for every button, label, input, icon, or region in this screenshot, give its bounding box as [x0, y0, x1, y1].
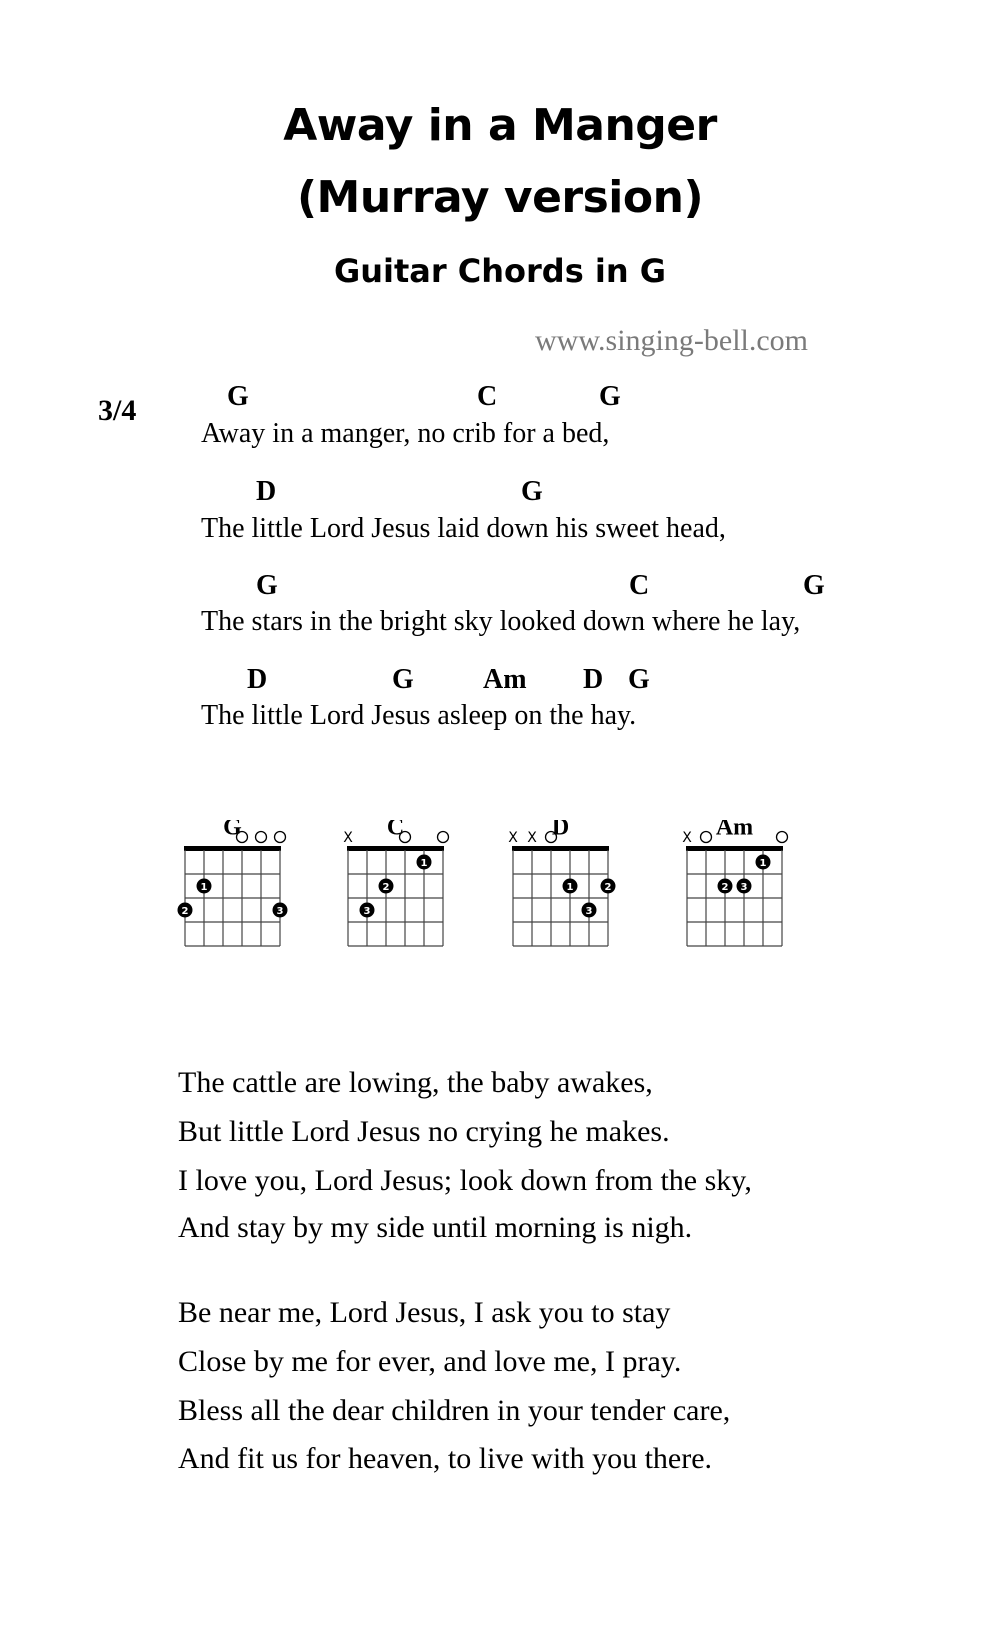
verse-line: Be near me, Lord Jesus, I ask you to stay [178, 1296, 671, 1329]
lyric-line: Away in a manger, no crib for a bed, [201, 418, 610, 449]
verse-line: The cattle are lowing, the baby awakes, [178, 1066, 653, 1099]
muted-string-marker: X [527, 830, 537, 846]
lyric-line: The little Lord Jesus asleep on the hay. [201, 700, 637, 731]
chord-symbol: G [628, 664, 650, 695]
open-string-marker [275, 832, 286, 843]
song-title: Away in a Manger [283, 100, 717, 151]
finger-number: 1 [420, 858, 428, 869]
chord-name: Am [715, 820, 754, 841]
lyric-line: The little Lord Jesus laid down his sweet head, [201, 513, 726, 544]
finger-number: 3 [740, 882, 748, 893]
chord-diagrams [0, 820, 1000, 1000]
finger-number: 2 [382, 882, 390, 893]
verse-line: Bless all the dear children in your tender care, [178, 1394, 731, 1427]
open-string-marker [701, 832, 712, 843]
nut [686, 846, 783, 851]
chord-symbol: G [227, 381, 249, 412]
finger-number: 2 [181, 906, 189, 917]
chord-symbol: D [256, 476, 277, 507]
verse-line: And stay by my side until morning is nigh. [178, 1211, 693, 1244]
open-string-marker [438, 832, 449, 843]
chord-name: D [551, 820, 570, 841]
chord-diagram-g [170, 820, 300, 970]
chord-diagram-am [672, 820, 802, 970]
time-signature: 3/4 [98, 394, 137, 427]
chord-symbol: G [256, 570, 278, 601]
verse-line: Close by me for ever, and love me, I pray. [178, 1345, 682, 1378]
chord-symbol: G [392, 664, 414, 695]
chord-name: C [386, 820, 405, 841]
verse-line: But little Lord Jesus no crying he makes. [178, 1115, 670, 1148]
verse-line: I love you, Lord Jesus; look down from the sky, [178, 1164, 752, 1197]
lyric-line: The stars in the bright sky looked down where he lay, [201, 606, 801, 637]
chord-symbol: D [247, 664, 268, 695]
finger-number: 2 [721, 882, 729, 893]
finger-number: 1 [566, 882, 574, 893]
finger-number: 1 [759, 858, 767, 869]
chord-symbol: C [629, 570, 650, 601]
chord-name: G [223, 820, 242, 841]
finger-number: 3 [276, 906, 284, 917]
song-subtitle: (Murray version) [296, 172, 704, 223]
key-title: Guitar Chords in G [333, 252, 667, 290]
chord-symbol: G [803, 570, 825, 601]
chord-symbol: D [583, 664, 604, 695]
nut [347, 846, 444, 851]
finger-number: 2 [604, 882, 612, 893]
open-string-marker [777, 832, 788, 843]
website-url: www.singing-bell.com [535, 324, 809, 357]
nut [184, 846, 281, 851]
chord-diagram-c [333, 820, 463, 970]
open-string-marker [256, 832, 267, 843]
finger-number: 1 [200, 882, 208, 893]
chord-diagram-d [498, 820, 628, 970]
muted-string-marker: X [682, 830, 692, 846]
chord-symbol: Am [483, 664, 527, 695]
chord-symbol: C [477, 381, 498, 412]
nut [512, 846, 609, 851]
chord-symbol: G [521, 476, 543, 507]
muted-string-marker: X [508, 830, 518, 846]
finger-number: 3 [363, 906, 371, 917]
finger-number: 3 [585, 906, 593, 917]
muted-string-marker: X [343, 830, 353, 846]
verse-line: And fit us for heaven, to live with you there. [178, 1442, 713, 1475]
chord-symbol: G [599, 381, 621, 412]
